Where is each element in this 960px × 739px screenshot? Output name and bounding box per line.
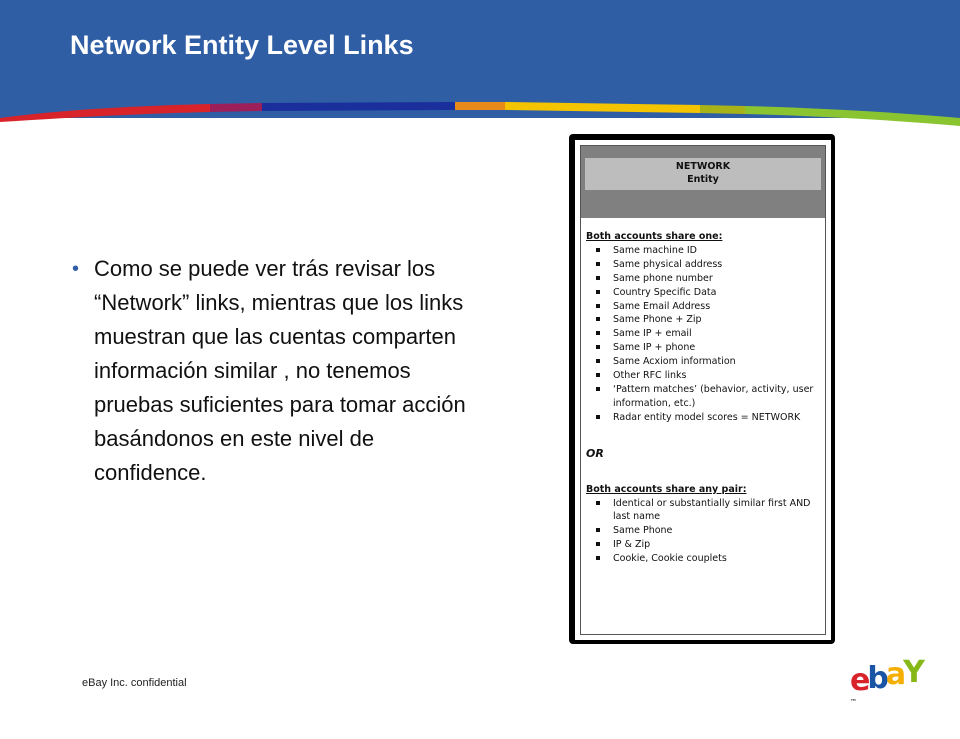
document-list-item	[586, 369, 824, 383]
page-title: Network Entity Level Links	[70, 30, 414, 60]
document-list-item	[586, 497, 824, 525]
document-list-item-text: Same Email Address	[613, 300, 711, 312]
document-list-item	[586, 355, 824, 369]
logo-letter-y: Y	[903, 655, 922, 690]
document-heading-entity: Entity	[687, 174, 719, 185]
square-bullet-icon	[596, 317, 600, 321]
document-list-item	[586, 327, 824, 341]
document-heading-network: NETWORK	[675, 161, 731, 172]
square-bullet-icon	[596, 262, 600, 266]
logo-letter-b: b	[867, 661, 886, 696]
logo-letter-a: a	[885, 657, 904, 692]
bullet-paragraph	[72, 252, 482, 490]
bullet-marker: •	[72, 258, 80, 280]
document-list-item-text: Radar entity model scores = NETWORK	[613, 411, 801, 423]
document-list-item-text: IP & Zip	[613, 539, 651, 551]
document-list-item	[586, 552, 824, 566]
document-list-item	[586, 286, 824, 300]
document-list-item-text: Same Phone	[613, 525, 673, 537]
document-list-item	[586, 524, 824, 538]
document-list-item	[586, 411, 824, 425]
document-list-item-text: Identical or substantially similar first AND last name	[613, 497, 811, 523]
document-body	[586, 230, 824, 566]
document-list-item-text: Cookie, Cookie couplets	[613, 553, 727, 565]
square-bullet-icon	[596, 501, 600, 505]
document-list-item-text: Same IP + email	[613, 328, 692, 340]
document-list-item-text: Same physical address	[613, 258, 723, 270]
document-list-item	[586, 538, 824, 552]
square-bullet-icon	[596, 387, 600, 391]
section2-title: Both accounts share any pair:	[586, 483, 747, 495]
square-bullet-icon	[596, 373, 600, 377]
section1-title: Both accounts share one:	[586, 231, 723, 242]
document-list-item	[586, 313, 824, 327]
document-list-item-text: Other RFC links	[613, 370, 687, 382]
square-bullet-icon	[596, 345, 600, 349]
or-label: OR	[586, 446, 604, 460]
document-list-item-text: Same Acxiom information	[613, 356, 736, 368]
square-bullet-icon	[596, 290, 600, 294]
document-list-item-text: Country Specific Data	[613, 286, 717, 298]
square-bullet-icon	[596, 276, 600, 280]
square-bullet-icon	[596, 331, 600, 335]
document-list-item-text: Same phone number	[613, 272, 713, 284]
confidential-note: eBay Inc. confidential	[82, 677, 187, 689]
document-header	[581, 146, 825, 218]
document-list-item-text: Same IP + phone	[613, 342, 696, 354]
document-list-item-text: Same machine ID	[613, 244, 697, 256]
logo-letter-e: e	[850, 663, 868, 698]
ebay-logo	[850, 655, 922, 706]
document-list-item	[586, 383, 824, 411]
document-list-item-text: ‘Pattern matches’ (behavior, activity, user information, etc.)	[613, 383, 814, 409]
document-list-item	[586, 300, 824, 314]
square-bullet-icon	[596, 304, 600, 308]
network-entity-document	[580, 145, 826, 635]
header-color-stripe	[0, 96, 960, 136]
document-list-item	[586, 272, 824, 286]
square-bullet-icon	[596, 248, 600, 252]
square-bullet-icon	[596, 556, 600, 560]
square-bullet-icon	[596, 359, 600, 363]
network-entity-image	[569, 134, 835, 644]
document-list-item-text: Same Phone + Zip	[613, 314, 702, 326]
document-list-item	[586, 244, 824, 258]
logo-trademark: ™	[850, 698, 857, 706]
section1-list	[586, 244, 824, 425]
bullet-text: Como se puede ver trás revisar los “Network” links, mientras que los links muestran que las cuentas comparten información similar , no tenemos pruebas suficientes para tomar acción basándonos en este nivel de confidence.	[94, 256, 466, 485]
square-bullet-icon	[596, 542, 600, 546]
square-bullet-icon	[596, 528, 600, 532]
square-bullet-icon	[596, 415, 600, 419]
document-list-item	[586, 258, 824, 272]
document-list-item	[586, 341, 824, 355]
section2-list	[586, 497, 824, 567]
